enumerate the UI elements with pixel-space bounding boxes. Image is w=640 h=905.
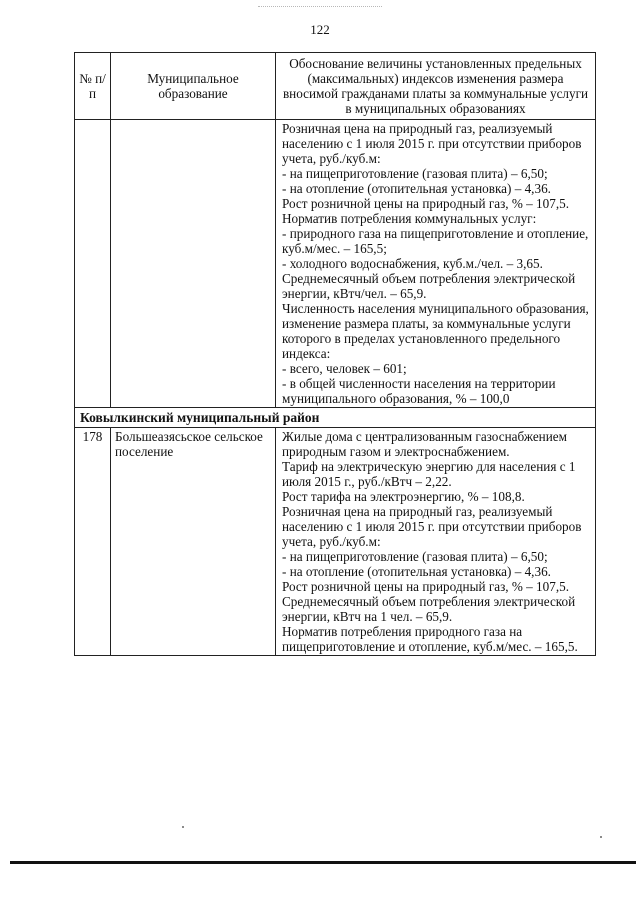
header-num: № п/п	[75, 53, 111, 120]
text-line: Рост розничной цены на природный газ, % – 107,5.	[282, 579, 570, 594]
cell-justification-continued	[276, 120, 596, 408]
text-line: - на отопление (отопительная установка) – 4,36.	[282, 181, 551, 196]
text-line: - на пищеприготовление (газовая плита) – 6,50;	[282, 549, 548, 564]
row-number: 178	[75, 428, 111, 656]
row-municipality: Большеазясьское сельское поселение	[111, 428, 276, 656]
text-line: Жилые дома с централизованным газоснабжением природным газом и электроснабжением.	[282, 429, 567, 459]
text-line: - в общей численности населения на территории муниципального образования, % – 100,0	[282, 376, 556, 406]
text-line: Среднемесячный объем потребления электрической энергии, кВтч на 1 чел. – 65,9.	[282, 594, 576, 624]
cell-num-empty	[75, 120, 111, 408]
cell-justification-178	[276, 428, 596, 656]
bottom-scan-rule	[10, 861, 636, 864]
district-name: Ковылкинский муниципальный район	[75, 408, 596, 428]
scan-speck	[182, 826, 184, 828]
text-line: Численность населения муниципального образования, изменение размера платы, за коммунальные услуги которого в пределах установленного предельного индекса:	[282, 301, 589, 361]
text-line: - всего, человек – 601;	[282, 361, 407, 376]
text-line: Норматив потребления природного газа на пищеприготовление и отопление, куб.м/мес. – 165,5.	[282, 624, 578, 654]
text-line: - на отопление (отопительная установка) – 4,36.	[282, 564, 551, 579]
scan-speck	[600, 836, 602, 838]
text-line: Норматив потребления коммунальных услуг:	[282, 211, 537, 226]
district-row	[75, 408, 596, 428]
page-number: 122	[310, 22, 330, 37]
text-line: - на пищеприготовление (газовая плита) – 6,50;	[282, 166, 548, 181]
text-line: - природного газа на пищеприготовление и отопление, куб.м/мес. – 165,5;	[282, 226, 589, 256]
cell-municipality-empty	[111, 120, 276, 408]
indices-table	[74, 52, 596, 656]
header-justification: Обоснование величины установленных предельных (максимальных) индексов изменения размера вносимой гражданами платы за коммунальные услуги в муниципальных образованиях	[276, 53, 596, 120]
text-line: Среднемесячный объем потребления электрической энергии, кВтч/чел. – 65,9.	[282, 271, 576, 301]
text-line: Рост розничной цены на природный газ, % – 107,5.	[282, 196, 570, 211]
text-line: Рост тарифа на электроэнергию, % – 108,8.	[282, 489, 525, 504]
table-row-continued	[75, 120, 596, 408]
top-scan-rule	[258, 6, 382, 7]
table-header-row	[75, 53, 596, 120]
text-line: Розничная цена на природный газ, реализуемый населению с 1 июля 2015 г. при отсутствии приборов учета, руб./куб.м:	[282, 121, 582, 166]
text-line: Тариф на электрическую энергию для населения с 1 июля 2015 г., руб./кВтч – 2,22.	[282, 459, 576, 489]
text-line: - холодного водоснабжения, куб.м./чел. – 3,65.	[282, 256, 543, 271]
header-municipality: Муниципальное образование	[111, 53, 276, 120]
table-row-178	[75, 428, 596, 656]
text-line: Розничная цена на природный газ, реализуемый населению с 1 июля 2015 г. при отсутствии приборов учета, руб./куб.м:	[282, 504, 582, 549]
